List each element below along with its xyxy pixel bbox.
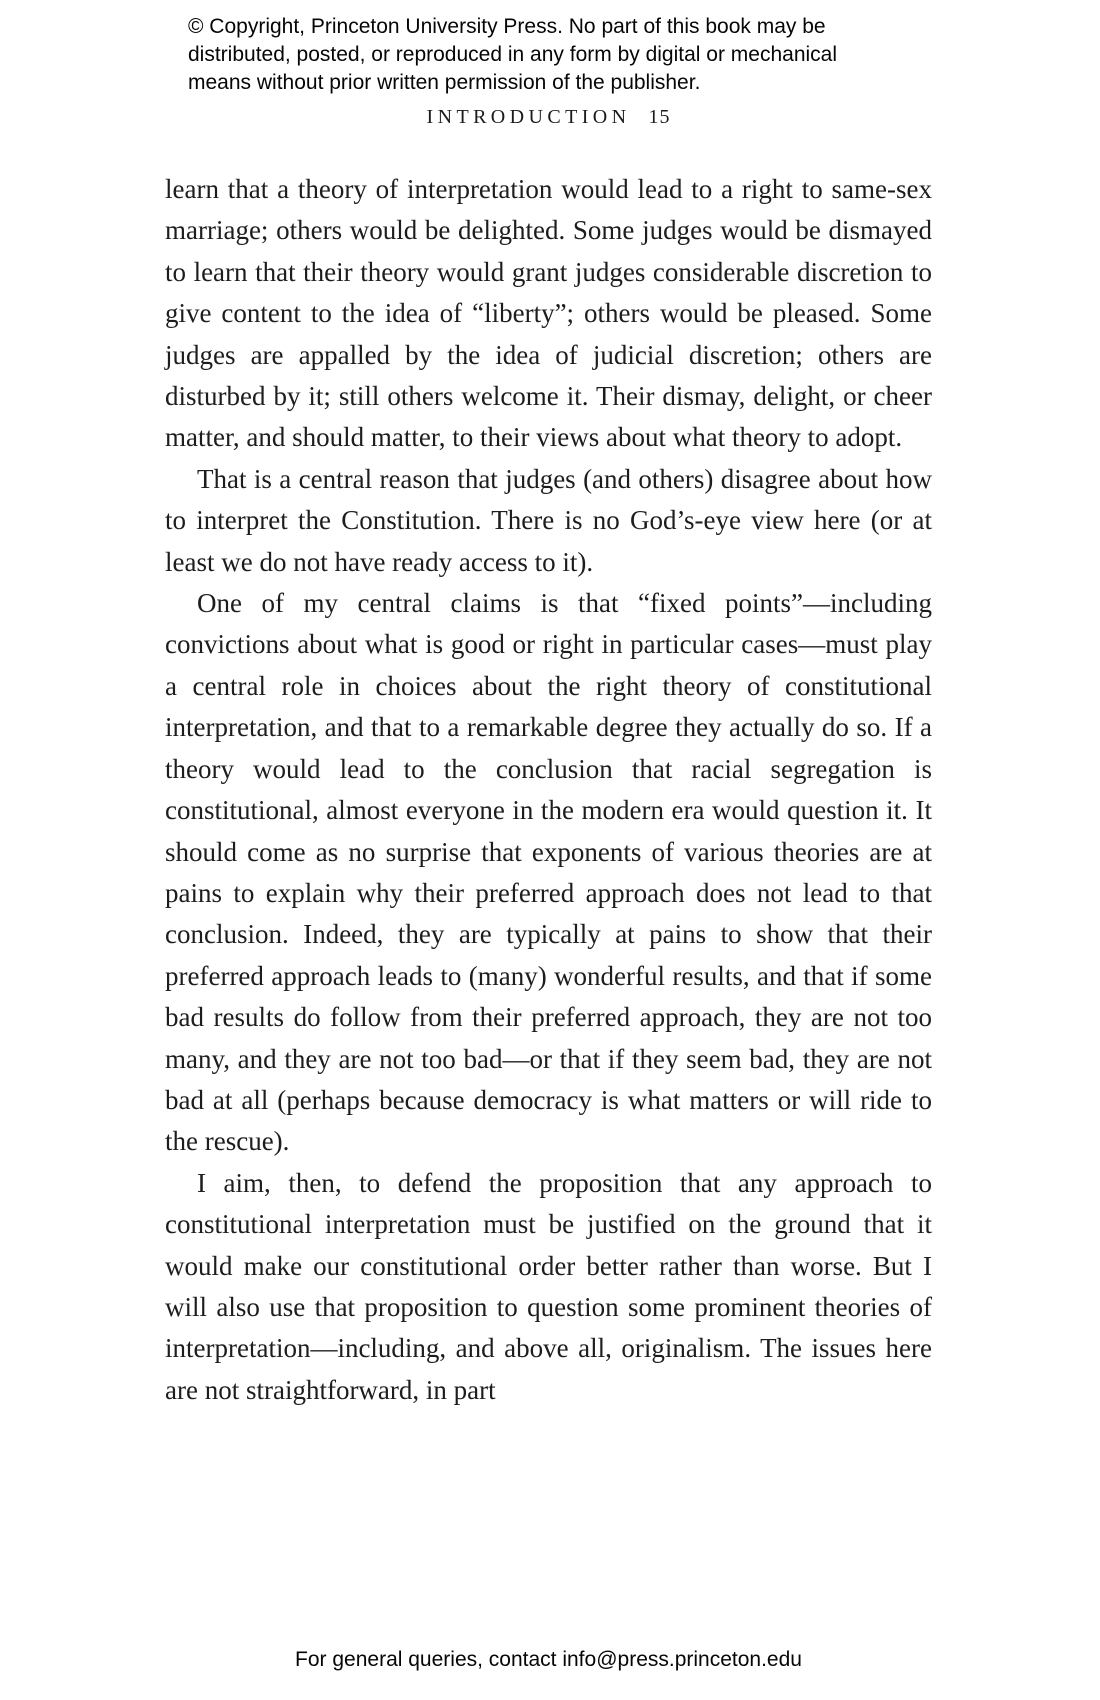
copyright-notice: © Copyright, Princeton University Press. No part of this book may be distributed, posted, or reproduced in any form by digital or mechanical means without prior written permission of the publisher. <box>188 15 838 94</box>
body-paragraph-3: One of my central claims is that “fixed points”—including convictions about what is good or right in particular cases—must play a central role in choices about the right theory of constitutional interpretation, and that to a remarkable degree they actually do so. If a theory would lead to the conclusion that racial segregation is constitutional, almost everyone in the modern era would question it. It should come as no surprise that exponents of various theories are at pains to explain why their preferred approach does not lead to that conclusion. Indeed, they are typically at pains to show that their preferred approach leads to (many) wonderful results, and that if some bad results do follow from their preferred approach, they are not too many, and they are not too bad—or that if they seem bad, they are not bad at all (perhaps because democracy is what matters or will ride to the rescue). <box>165 588 932 1157</box>
body-text <box>165 169 932 1411</box>
running-head-title: INTRODUCTION <box>426 106 631 128</box>
body-paragraph-1: learn that a theory of interpretation would lead to a right to same-sex marriage; others would be delighted. Some judges would be dismayed to learn that their theory would grant judges considerable discretion to give content to the idea of “liberty”; others would be pleased. Some judges are appalled by the idea of judicial discretion; others are disturbed by it; still others welcome it. Their dismay, delight, or cheer matter, and should matter, to their views about what theory to adopt. <box>165 174 932 453</box>
footer-contact: For general queries, contact info@press.princeton.edu <box>295 1648 802 1671</box>
body-paragraph-2: That is a central reason that judges (and others) disagree about how to interpret the Constitution. There is no God’s-eye view here (or at least we do not have ready access to it). <box>165 463 932 577</box>
body-paragraph-4: I aim, then, to defend the proposition that any approach to constitutional interpretation must be justified on the ground that it would make our constitutional order better rather than worse. But I will also use that proposition to question some prominent theories of interpretation—including, and above all, originalism. The issues here are not straightforward, in part <box>165 1167 932 1405</box>
running-head-page-number: 15 <box>648 106 671 128</box>
running-head <box>165 106 932 129</box>
